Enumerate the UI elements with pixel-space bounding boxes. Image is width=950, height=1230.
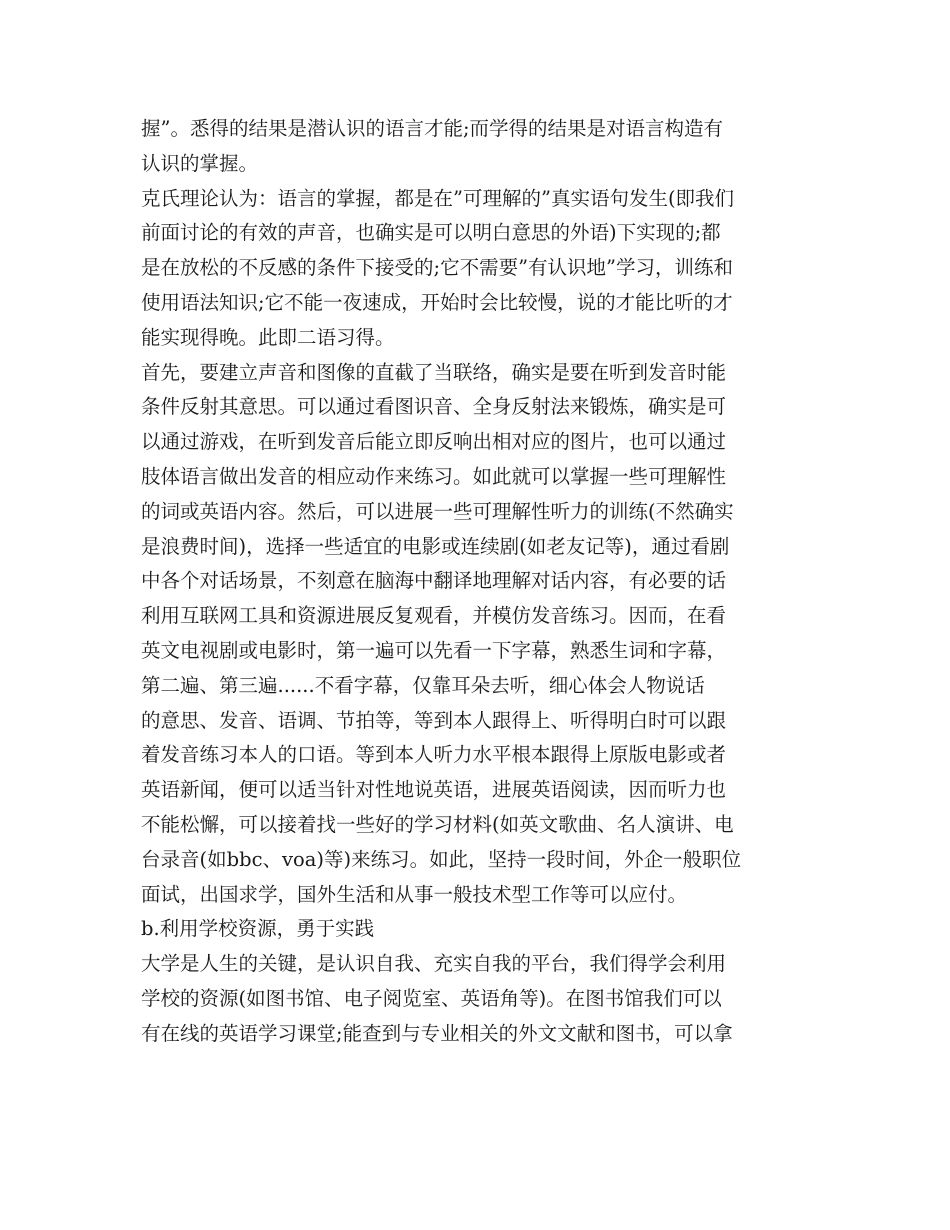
- text-line: 是在放松的不反感的条件下接受的;它不需要”有认识地”学习，训练和: [141, 256, 734, 280]
- text-line: 条件反射其意思。可以通过看图识音、全身反射法来锻炼，确实是可: [141, 395, 727, 419]
- document-body: [141, 112, 817, 1052]
- text-line: 克氏理论认为：语言的掌握，都是在”可理解的”真实语句发生(即我们: [141, 186, 735, 210]
- text-line: 使用语法知识;它不能一夜速成，开始时会比较慢，说的才能比听的才: [141, 290, 733, 314]
- text-line: 握”。悉得的结果是潜认识的语言才能;而学得的结果是对语言构造有: [141, 117, 724, 140]
- text-line: 利用互联网工具和资源进展反复观看，并模仿发音练习。因而，在看: [141, 604, 727, 628]
- text-line: 英文电视剧或电影时，第一遍可以先看一下字幕，熟悉生词和字幕，: [141, 638, 727, 662]
- text-line: 学校的资源(如图书馆、电子阅览室、英语角等)。在图书馆我们可以: [141, 986, 722, 1010]
- text-line: 首先，要建立声音和图像的直截了当联络，确实是要在听到发音时能: [141, 360, 727, 384]
- text-line: 的词或英语内容。然后，可以进展一些可理解性听力的训练(不然确实: [141, 499, 734, 523]
- text-line: 第二遍、第三遍......不看字幕，仅靠耳朵去听，细心体会人物说话: [141, 673, 705, 697]
- text-line: 着发音练习本人的口语。等到本人听力水平根本跟得上原版电影或者: [141, 743, 727, 767]
- text-line: 有在线的英语学习课堂;能查到与专业相关的外文文献和图书，可以拿: [141, 1021, 733, 1045]
- text-line: 认识的掌握。: [141, 151, 259, 175]
- text-line: 的意思、发音、语调、节拍等，等到本人跟得上、听得明白时可以跟: [141, 708, 727, 732]
- text-line: 大学是人生的关键，是认识自我、充实自我的平台，我们得学会利用: [141, 952, 727, 976]
- text-line: 英语新闻，便可以适当针对性地说英语，进展英语阅读，因而听力也: [141, 778, 727, 802]
- text-line: 肢体语言做出发音的相应动作来练习。如此就可以掌握一些可理解性: [141, 464, 727, 488]
- text-line: 前面讨论的有效的声音，也确实是可以明白意思的外语)下实现的;都: [141, 221, 721, 245]
- text-line: 中各个对话场景，不刻意在脑海中翻译地理解对话内容，有必要的话: [141, 569, 727, 593]
- section-heading: b.利用学校资源，勇于实践: [141, 917, 375, 941]
- text-line: 以通过游戏，在听到发音后能立即反响出相对应的图片，也可以通过: [141, 430, 727, 454]
- text-line: 不能松懈，可以接着找一些好的学习材料(如英文歌曲、名人演讲、电: [141, 812, 734, 836]
- text-line: 能实现得晚。此即二语习得。: [141, 325, 395, 349]
- text-line: 面试，出国求学，国外生活和从事一般技术型工作等可以应付。: [141, 882, 688, 906]
- text-line: 是浪费时间)，选择一些适宜的电影或连续剧(如老友记等)，通过看剧: [141, 534, 730, 558]
- text-line: 台录音(如bbc、voa)等)来练习。如此，坚持一段时间，外企一般职位: [141, 847, 742, 871]
